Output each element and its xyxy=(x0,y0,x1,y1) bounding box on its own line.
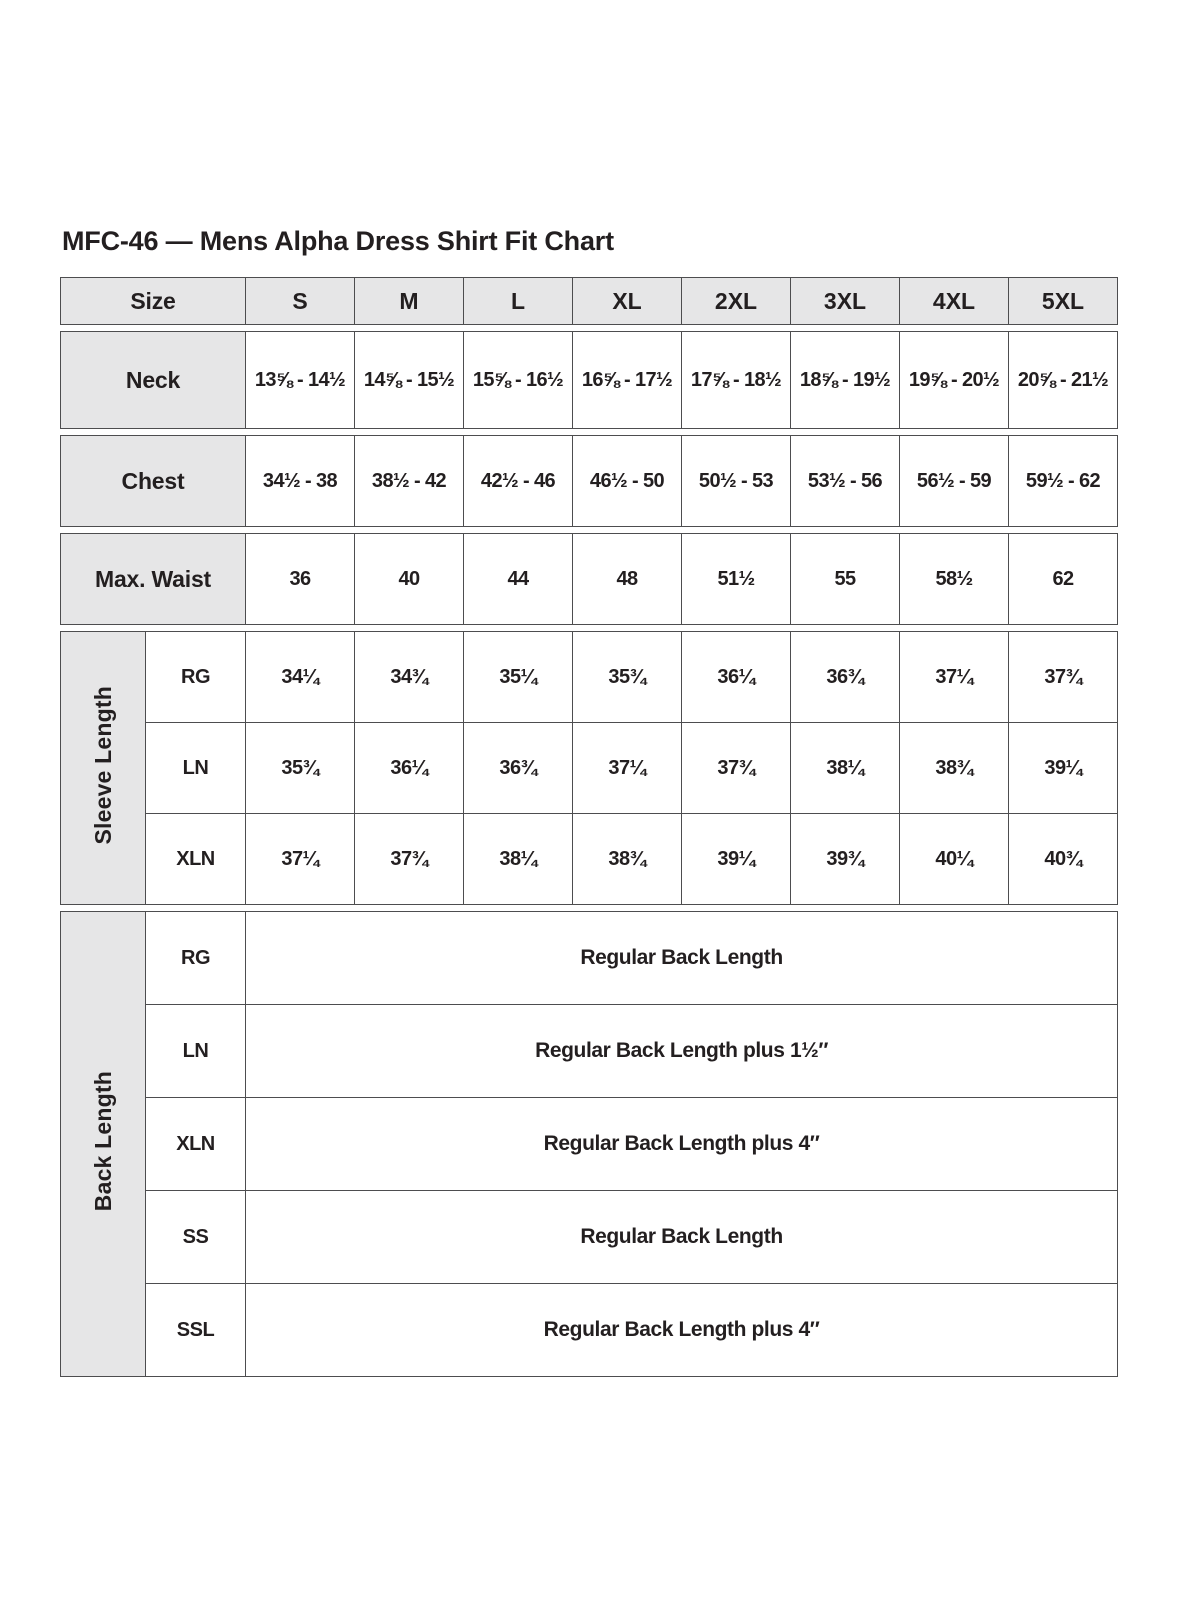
sleeve-rg-value-cell: 34¼ xyxy=(246,632,355,723)
sleeve-rg-value-cell: 37¼ xyxy=(900,632,1009,723)
size-column-header: 5XL xyxy=(1009,278,1118,325)
sleeve-xln-value-cell: 38¼ xyxy=(464,814,573,905)
size-column-header: L xyxy=(464,278,573,325)
chest-value-cell: 50½ - 53 xyxy=(682,436,791,527)
chest-value-cell: 53½ - 56 xyxy=(791,436,900,527)
neck-value-cell: 17⅝ - 18½ xyxy=(682,332,791,429)
back-ssl-label: SSL xyxy=(146,1284,246,1377)
max-waist-value-cell: 55 xyxy=(791,534,900,625)
sleeve-rg-value-cell: 36¼ xyxy=(682,632,791,723)
max-waist-row-label: Max. Waist xyxy=(61,534,246,625)
chest-value-cell: 42½ - 46 xyxy=(464,436,573,527)
back-length-band xyxy=(60,911,1118,1377)
neck-value-cell: 16⅝ - 17½ xyxy=(573,332,682,429)
sleeve-ln-value-cell: 37¾ xyxy=(682,723,791,814)
sleeve-xln-value-cell: 37¾ xyxy=(355,814,464,905)
sleeve-xln-value-cell: 39¾ xyxy=(791,814,900,905)
neck-value-cell: 19⅝ - 20½ xyxy=(900,332,1009,429)
sleeve-length-group-label xyxy=(61,632,146,905)
sleeve-ln-value-cell: 39¼ xyxy=(1009,723,1118,814)
back-rg-value-cell: Regular Back Length xyxy=(246,912,1118,1005)
chest-row-label: Chest xyxy=(61,436,246,527)
back-rg-label: RG xyxy=(146,912,246,1005)
sleeve-xln-value-cell: 40¾ xyxy=(1009,814,1118,905)
size-column-header: 4XL xyxy=(900,278,1009,325)
size-column-header: S xyxy=(246,278,355,325)
neck-value-cell: 20⅝ - 21½ xyxy=(1009,332,1118,429)
max-waist-value-cell: 36 xyxy=(246,534,355,625)
neck-row-label: Neck xyxy=(61,332,246,429)
fit-chart-table xyxy=(60,277,1117,1377)
sleeve-xln-value-cell: 39¼ xyxy=(682,814,791,905)
chest-value-cell: 59½ - 62 xyxy=(1009,436,1118,527)
chest-band xyxy=(60,435,1118,527)
back-ssl-value-cell: Regular Back Length plus 4″ xyxy=(246,1284,1118,1377)
sleeve-rg-value-cell: 35¼ xyxy=(464,632,573,723)
sleeve-length-group-label-text: Sleeve Length xyxy=(89,686,116,845)
sleeve-rg-value-cell: 36¾ xyxy=(791,632,900,723)
size-column-header: M xyxy=(355,278,464,325)
sleeve-rg-value-cell: 37¾ xyxy=(1009,632,1118,723)
max-waist-value-cell: 40 xyxy=(355,534,464,625)
neck-value-cell: 18⅝ - 19½ xyxy=(791,332,900,429)
sleeve-ln-label: LN xyxy=(146,723,246,814)
page-title: MFC-46 — Mens Alpha Dress Shirt Fit Chart xyxy=(62,226,614,256)
sleeve-rg-value-cell: 35¾ xyxy=(573,632,682,723)
neck-band xyxy=(60,331,1118,429)
sleeve-xln-value-cell: 38¾ xyxy=(573,814,682,905)
sleeve-ln-value-cell: 37¼ xyxy=(573,723,682,814)
back-ss-value-cell: Regular Back Length xyxy=(246,1191,1118,1284)
neck-value-cell: 15⅝ - 16½ xyxy=(464,332,573,429)
chest-value-cell: 34½ - 38 xyxy=(246,436,355,527)
back-xln-value-cell: Regular Back Length plus 4″ xyxy=(246,1098,1118,1191)
size-column-header: 3XL xyxy=(791,278,900,325)
sleeve-ln-value-cell: 36¼ xyxy=(355,723,464,814)
back-length-group-label-text: Back Length xyxy=(89,1071,116,1212)
size-column-header: XL xyxy=(573,278,682,325)
sleeve-ln-value-cell: 38¾ xyxy=(900,723,1009,814)
sleeve-rg-label: RG xyxy=(146,632,246,723)
chest-value-cell: 56½ - 59 xyxy=(900,436,1009,527)
chest-value-cell: 46½ - 50 xyxy=(573,436,682,527)
back-ss-label: SS xyxy=(146,1191,246,1284)
sleeve-ln-value-cell: 38¼ xyxy=(791,723,900,814)
size-header-cell: Size xyxy=(61,278,246,325)
back-ln-value-cell: Regular Back Length plus 1½″ xyxy=(246,1005,1118,1098)
sleeve-xln-value-cell: 40¼ xyxy=(900,814,1009,905)
back-length-group-label xyxy=(61,912,146,1377)
max-waist-value-cell: 51½ xyxy=(682,534,791,625)
chest-value-cell: 38½ - 42 xyxy=(355,436,464,527)
sleeve-ln-value-cell: 35¾ xyxy=(246,723,355,814)
back-ln-label: LN xyxy=(146,1005,246,1098)
neck-value-cell: 14⅝ - 15½ xyxy=(355,332,464,429)
max-waist-value-cell: 44 xyxy=(464,534,573,625)
max-waist-value-cell: 48 xyxy=(573,534,682,625)
size-column-header: 2XL xyxy=(682,278,791,325)
sleeve-xln-value-cell: 37¼ xyxy=(246,814,355,905)
max-waist-value-cell: 58½ xyxy=(900,534,1009,625)
sleeve-ln-value-cell: 36¾ xyxy=(464,723,573,814)
max-waist-band xyxy=(60,533,1118,625)
back-xln-label: XLN xyxy=(146,1098,246,1191)
sleeve-rg-value-cell: 34¾ xyxy=(355,632,464,723)
size-header-band xyxy=(60,277,1118,325)
neck-value-cell: 13⅝ - 14½ xyxy=(246,332,355,429)
sleeve-xln-label: XLN xyxy=(146,814,246,905)
max-waist-value-cell: 62 xyxy=(1009,534,1118,625)
sleeve-length-band xyxy=(60,631,1118,905)
